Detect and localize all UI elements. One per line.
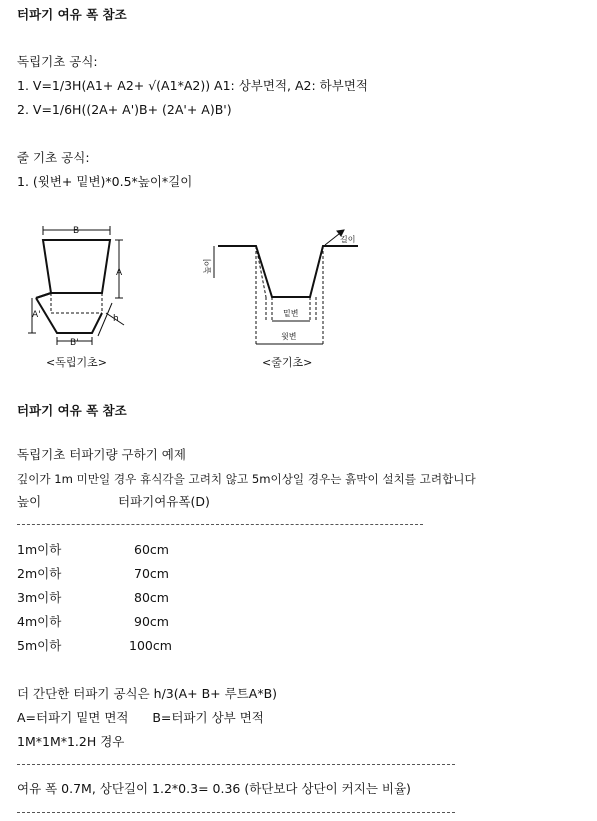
- dim-h-label: h: [113, 314, 119, 324]
- simple-formula-defs: A=터파기 밑면 면적 B=터파기 상부 면적: [17, 710, 264, 725]
- dim-B-label: B: [73, 226, 80, 236]
- example-title: 독립기초 터파기량 구하기 예제: [17, 447, 186, 462]
- divider: [17, 764, 455, 765]
- dim-length-label: 길이: [340, 235, 356, 244]
- simple-formula: 더 간단한 터파기 공식은 h/3(A+ B+ 루트A*B): [17, 686, 278, 701]
- strip-formula-label: 줄 기초 공식:: [17, 150, 90, 165]
- strip-footing-caption: <줄기초>: [262, 356, 313, 369]
- dim-A-label: A: [116, 268, 123, 278]
- section-title: 터파기 여유 폭 참조: [17, 7, 127, 22]
- header-width: 터파기여유폭(D): [118, 494, 210, 509]
- simple-case: 1M*1M*1.2H 경우: [17, 734, 125, 749]
- divider: [17, 812, 455, 813]
- row-height: 5m이하: [17, 638, 62, 653]
- row-width: 70cm: [134, 566, 169, 581]
- indep-formula-2: 2. V=1/6H((2A+ A')B+ (2A'+ A)B'): [17, 102, 232, 117]
- row-height: 1m이하: [17, 542, 62, 557]
- row-width: 90cm: [134, 614, 169, 629]
- dim-B-prime-label: B': [70, 338, 79, 348]
- header-height: 높이: [17, 494, 42, 509]
- example-note: 깊이가 1m 미만일 경우 휴식각을 고려치 않고 5m이상일 경우는 흙막이 설치를 고려합니다: [17, 472, 476, 486]
- foundation-diagram: [28, 218, 368, 373]
- dim-bottom-label: 밑변: [283, 309, 299, 318]
- divider: [17, 524, 423, 525]
- row-width: 100cm: [129, 638, 172, 653]
- row-height: 4m이하: [17, 614, 62, 629]
- dim-height-label: 높이: [203, 258, 212, 274]
- dim-top-label: 윗변: [281, 332, 297, 341]
- dim-A-prime-label: A': [32, 310, 41, 320]
- row-width: 80cm: [134, 590, 169, 605]
- strip-formula-1: 1. (윗변+ 밑변)*0.5*높이*길이: [17, 174, 193, 189]
- section-title-2: 터파기 여유 폭 참조: [17, 403, 127, 418]
- row-height: 2m이하: [17, 566, 62, 581]
- row-width: 60cm: [134, 542, 169, 557]
- simple-margin-note: 여유 폭 0.7M, 상단길이 1.2*0.3= 0.36 (하단보다 상단이 커지는 비율): [17, 781, 411, 796]
- indep-formula-1: 1. V=1/3H(A1+ A2+ √(A1*A2)) A1: 상부면적, A2: 하부면적: [17, 78, 368, 93]
- independent-footing-caption: <독립기초>: [46, 356, 107, 369]
- row-height: 3m이하: [17, 590, 62, 605]
- indep-formula-label: 독립기초 공식:: [17, 54, 98, 69]
